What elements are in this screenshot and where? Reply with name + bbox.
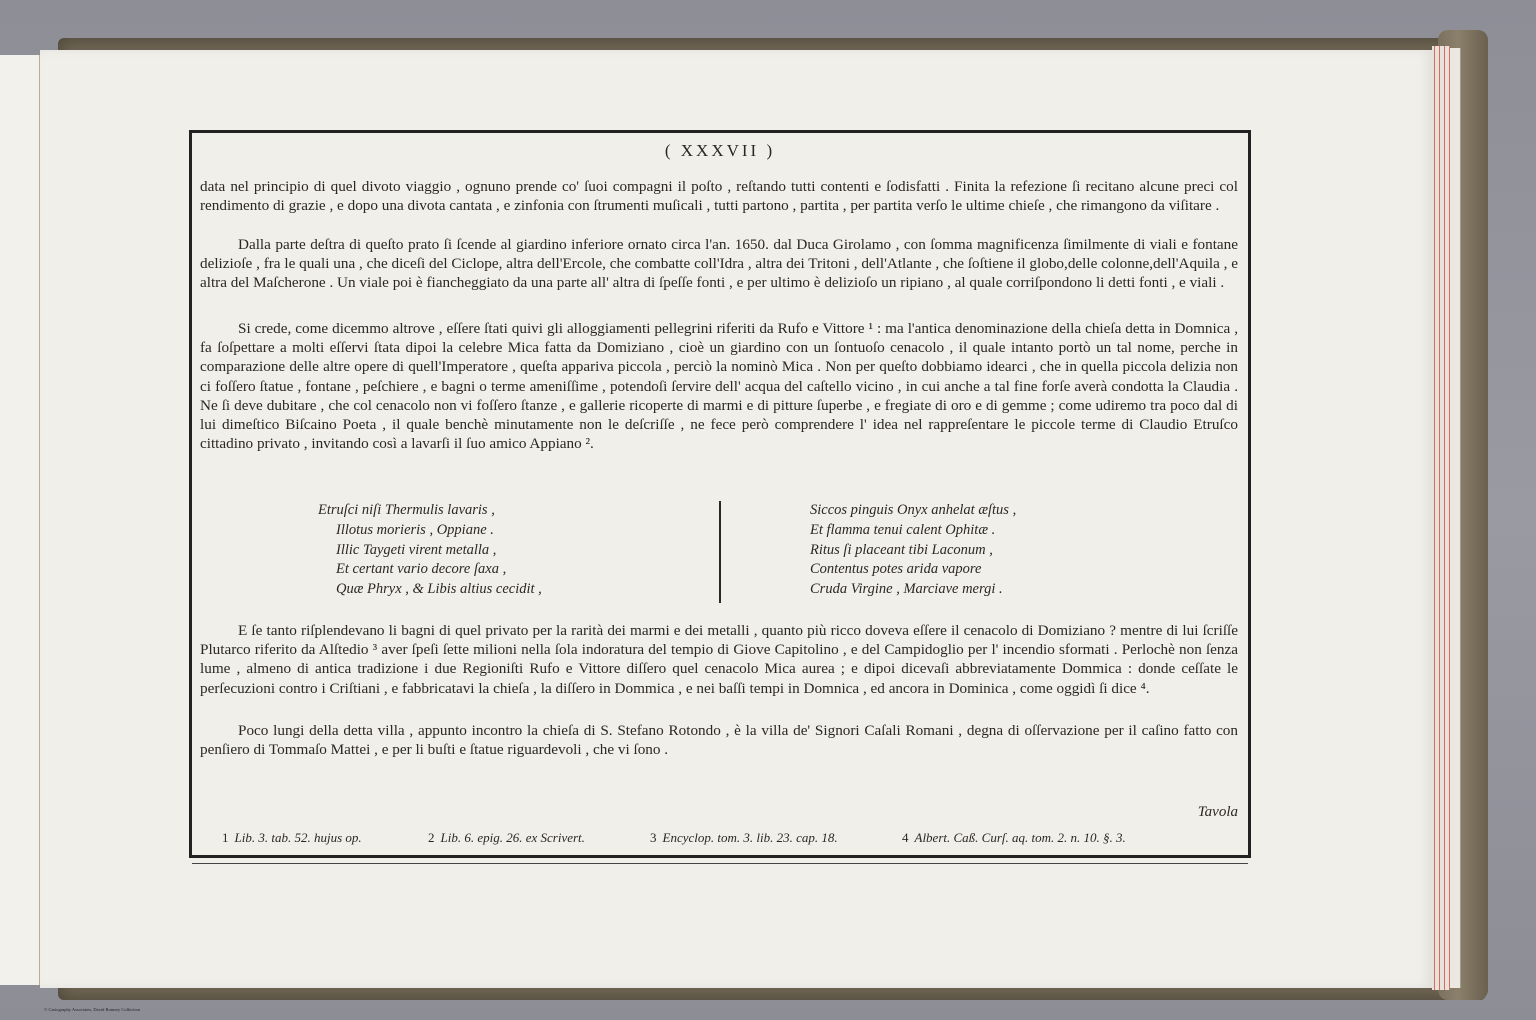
verse-line: Illotus morieris , Oppiane . bbox=[336, 521, 494, 538]
footnote-number: 1 bbox=[222, 830, 229, 845]
page-number-header: ( XXXVII ) bbox=[664, 141, 776, 160]
verse-line: Siccos pinguis Onyx anhelat æſtus , bbox=[810, 502, 1017, 518]
footnote-1 bbox=[222, 830, 362, 846]
footnote-2 bbox=[428, 830, 585, 846]
paragraph-text: Si crede, come dicemmo altrove , eſſere ſtati quivi gli alloggiamenti pellegrini riferiti da Rufo e Vittore ¹ : ma l'antica denominazione della chieſa detta in Domnica , fa ſoſpettare a molti eſſervi ſtata dipoi la celebre Mica fatta da Domiziano , cioè un giardino con un ſontuoſo cenacolo , il quale intanto portò un tal nome, perche in comparazione delle altre opere di quell'Imperatore , queſta appariva piccola , perciò la nominò Mica . Non per queſto dobbiamo idearci , che in quella piccola delizia non ci foſſero ſtatue , fontane , peſchiere , e bagni o terme ameniſſime , potendoſi ſervire dell' acqua del caſtello vicino , in cui anche a tal fine forſe averà condotta la Claudia . Ne ſi deve dubitare , che col cenacolo non vi foſſero ſtanze , e gallerie ricoperte di marmi e di pitture ſuperbe , e fregiate di oro e di gemme ; come udiremo tra poco dal di lui dimeſtico Biſcaino Poeta , il quale benchè minutamente non le deſcriſſe , ne fece però comprendere l' idea nel rappreſentare le piccole terme di Claudio Etruſco cittadino privato , invitando così a lavarſi il ſuo amico Appiano ². bbox=[200, 320, 1238, 453]
verse-right-column bbox=[810, 501, 1016, 600]
verse-line: Quæ Phryx , & Libis altius cecidit , bbox=[336, 581, 542, 598]
paragraph-text: Dalla parte deſtra di queſto prato ſi ſcende al giardino inferiore ornato circa l'an. 1650. dal Duca Girolamo , con ſomma magnificenza ſimilmente di viali e fontane delizioſe , fra le quali una , che diceſi del Ciclope, altra dell'Ercole, che combatte coll'Idra , altra dei Tritoni , dell'Atlante , che ſoſtiene il globo,delle colonne,dell'Aquila , e altra del Maſcherone . Un viale poi è fiancheggiato da una parte all' altra di ſpeſſe fonti , e per ultimo è delizioſo un ripiano , al quale corriſpondono li detti fonti , e viali . bbox=[200, 236, 1238, 292]
paragraph-text: data nel principio di quel divoto viaggio , ognuno prende co' ſuoi compagni il poſto , reſtando tutti contenti e ſodisfatti . Finita la refezione ſi recitano alcune preci col rendimento di grazie , e dopo una divota cantata , e zinfonia con ſtrumenti muſicali , tutti partono , partita , per partita verſo le ultime chieſe , che rimangono da viſitare . bbox=[200, 178, 1238, 215]
catchword: Tavola bbox=[1197, 804, 1238, 820]
footnote-text: Lib. 6. epig. 26. ex Scrivert. bbox=[440, 830, 585, 845]
copyright-credit: © Cartography Associates, David Rumsey Collection bbox=[44, 1007, 141, 1012]
footnote-text: Lib. 3. tab. 52. hujus op. bbox=[234, 830, 362, 845]
footnote-number: 2 bbox=[428, 830, 435, 845]
verse-line: Etruſci niſi Thermulis lavaris , bbox=[318, 502, 495, 518]
verse-line: Et flamma tenui calent Ophitæ . bbox=[810, 521, 996, 538]
paragraph-5 bbox=[200, 721, 1238, 759]
paragraph-text: Poco lungi della detta villa , appunto incontro la chieſa di S. Stefano Rotondo , è la villa de' Signori Caſali Romani , degna di oſſervazione per il caſino fatto con penſiero di Tommaſo Mattei , e per li buſti e ſtatue riguardevoli , che vi ſono . bbox=[200, 722, 1238, 759]
verse-line: Contentus potes arida vapore bbox=[810, 561, 982, 578]
paragraph-text: E ſe tanto riſplendevano li bagni di quel privato per la rarità dei marmi e dei metalli , quanto più ricco doveva eſſere il cenacolo di Domiziano ? mentre di lui ſcriſſe Plutarco riferito da Alſtedio ³ aver ſpeſi ſette milioni nella ſola indoratura del tempio di Giove Capitolino , e del Campidoglio per l' incendio sformati . Perlochè non ſenza lume , almeno di antica tradizione i due Regioniſti Rufo e Vittore diſſero quel cenacolo Mica aurea ; e dipoi dicevaſi abbreviatamente Dommica : donde ceſſate le perſecuzioni contro i Criſtiani , e fabbricatavi la chieſa , la diſſero in Dommica , e nei baſſi tempi in Domnica , ed ancora in Dominica , come oggidì ſi dice ⁴. bbox=[200, 622, 1238, 697]
text-frame bbox=[189, 130, 1251, 858]
page-edges-red bbox=[1432, 46, 1450, 990]
footnote-number: 3 bbox=[650, 830, 657, 845]
footnote-text: Encyclop. tom. 3. lib. 23. cap. 18. bbox=[662, 830, 838, 845]
paragraph-2 bbox=[200, 235, 1238, 293]
verse-line: Et certant vario decore ſaxa , bbox=[336, 561, 507, 578]
verse-left-column bbox=[318, 501, 542, 600]
footnote-number: 4 bbox=[902, 830, 909, 845]
page-edges bbox=[1450, 48, 1461, 988]
verse-line: Cruda Virgine , Marciave mergi . bbox=[810, 581, 1003, 598]
footnote-3 bbox=[650, 830, 838, 846]
paragraph-4 bbox=[200, 621, 1238, 698]
paragraph-1 bbox=[200, 177, 1238, 215]
verse-line: Ritus ſi placeant tibi Laconum , bbox=[810, 541, 993, 558]
verse-line: Illic Taygeti virent metalla , bbox=[336, 541, 497, 558]
footnote-text: Albert. Caß. Curſ. aq. tom. 2. n. 10. §. 3. bbox=[914, 830, 1126, 845]
footnote-4 bbox=[902, 830, 1126, 846]
frame-double-rule bbox=[192, 863, 1248, 864]
verse-divider bbox=[719, 501, 721, 603]
paragraph-3 bbox=[200, 319, 1238, 453]
left-page bbox=[0, 55, 41, 985]
